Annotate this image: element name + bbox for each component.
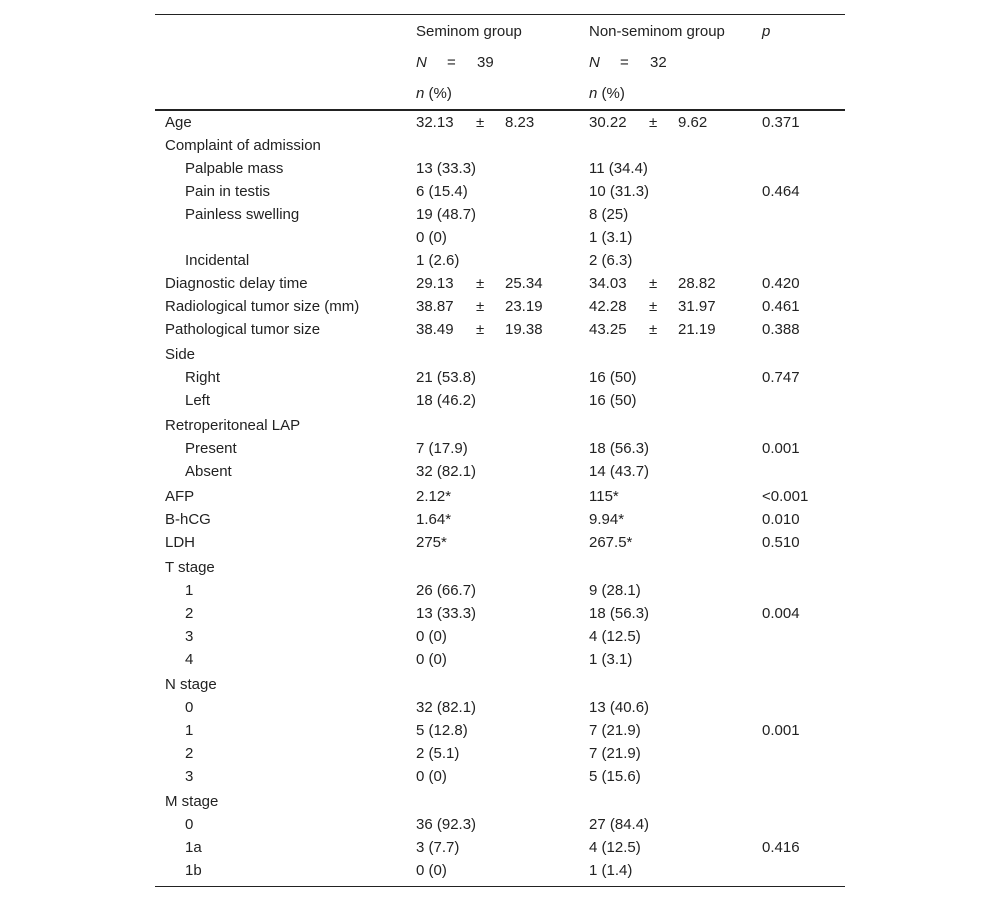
table-row: 3 0 (0) 4 (12.5) xyxy=(185,628,641,645)
table-top-rule xyxy=(155,14,845,15)
table-row: Radiological tumor size (mm) 38.87 ± 23.19 42.28 ± 31.97 0.461 xyxy=(165,298,800,315)
table-row: Complaint of admission xyxy=(165,137,321,154)
table-row: Side xyxy=(165,346,196,363)
table-bottom-rule xyxy=(155,886,845,887)
table-row: Left 18 (46.2) 16 (50) xyxy=(185,392,637,409)
table-row: 1 26 (66.7) 9 (28.1) xyxy=(185,582,641,599)
header-non-seminom-n-value: 32 xyxy=(650,54,667,71)
table-row: B-hCG 1.64* 9.94* 0.010 xyxy=(165,511,800,528)
table-row: Painless swelling 19 (48.7) 8 (25) xyxy=(185,206,629,223)
header-non-seminom-n-percent: n (%) xyxy=(589,85,625,102)
table-row: Retroperitoneal LAP xyxy=(165,417,301,434)
table-row: Pain in testis 6 (15.4) 10 (31.3) 0.464 xyxy=(185,183,800,200)
table-row: Diagnostic delay time 29.13 ± 25.34 34.03 ± 28.82 0.420 xyxy=(165,275,800,292)
table-row: 1b 0 (0) 1 (1.4) xyxy=(185,862,633,879)
table-row: 4 0 (0) 1 (3.1) xyxy=(185,651,633,668)
table-row: Present 7 (17.9) 18 (56.3) 0.001 xyxy=(185,440,800,457)
header-seminom-n-symbol: N xyxy=(416,54,427,71)
header-non-seminom-equals: = xyxy=(620,54,629,71)
table-row: N stage xyxy=(165,676,217,693)
table-row: LDH 275* 267.5* 0.510 xyxy=(165,534,800,551)
header-seminom-equals: = xyxy=(447,54,456,71)
table-row: Incidental 1 (2.6) 2 (6.3) xyxy=(185,252,633,269)
table-row: Age 32.13 ± 8.23 30.22 ± 9.62 0.371 xyxy=(165,114,800,131)
table-row: 1a 3 (7.7) 4 (12.5) 0.416 xyxy=(185,839,800,856)
table-row: Absent 32 (82.1) 14 (43.7) xyxy=(185,463,650,480)
header-seminom-group: Seminom group xyxy=(416,23,522,40)
table-row: Right 21 (53.8) 16 (50) 0.747 xyxy=(185,369,800,386)
table-row: Pathological tumor size 38.49 ± 19.38 43.25 ± 21.19 0.388 xyxy=(165,321,800,338)
table-row: 2 2 (5.1) 7 (21.9) xyxy=(185,745,641,762)
header-seminom-n-value: 39 xyxy=(477,54,494,71)
table-header-rule xyxy=(155,109,845,111)
header-non-seminom-n-symbol: N xyxy=(589,54,600,71)
table-row: 3 0 (0) 5 (15.6) xyxy=(185,768,641,785)
table-row: 0 32 (82.1) 13 (40.6) xyxy=(185,699,650,716)
table-row: Palpable mass 13 (33.3) 11 (34.4) xyxy=(185,160,648,177)
table-row: 2 13 (33.3) 18 (56.3) 0.004 xyxy=(185,605,800,622)
table-row: 1 5 (12.8) 7 (21.9) 0.001 xyxy=(185,722,800,739)
header-seminom-n-percent: n (%) xyxy=(416,85,452,102)
table-row: AFP 2.12* 115* <0.001 xyxy=(165,488,809,505)
table-row: T stage xyxy=(165,559,215,576)
table-row: 0 (0) 1 (3.1) xyxy=(416,229,633,246)
header-p: p xyxy=(762,23,771,40)
table-row: 0 36 (92.3) 27 (84.4) xyxy=(185,816,650,833)
table-row: M stage xyxy=(165,793,219,810)
header-non-seminom-group: Non-seminom group xyxy=(589,23,725,40)
